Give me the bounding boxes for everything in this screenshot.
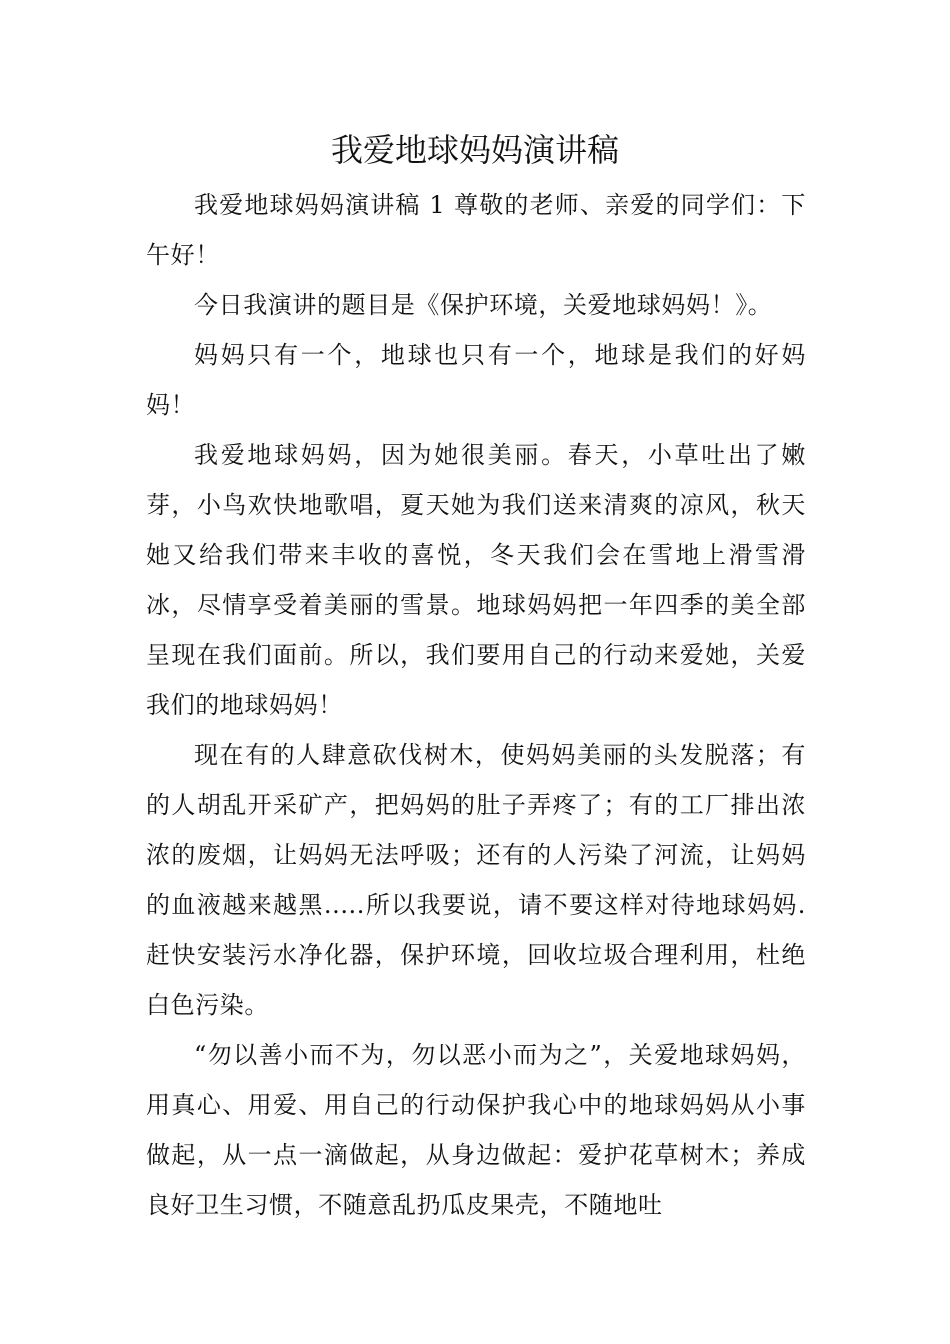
paragraph-action: “勿以善小而不为，勿以恶小而为之”，关爱地球妈妈，用真心、用爱、用自己的行动保护我心中的地球妈妈从小事做起，从一点一滴做起，从身边做起：爱护花草树木；养成良好卫生习惯，不随意乱扔瓜皮果壳，不随地吐 bbox=[146, 1041, 806, 1219]
paragraph-beauty: 我爱地球妈妈，因为她很美丽。春天，小草吐出了嫩芽，小鸟欢快地歌唱，夏天她为我们送来清爽的凉风，秋天她又给我们带来丰收的喜悦，冬天我们会在雪地上滑雪滑冰，尽情享受着美丽的雪景。地球妈妈把一年四季的美全部呈现在我们面前。所以，我们要用自己的行动来爱她，关爱我们的地球妈妈！ bbox=[146, 441, 806, 719]
document-title: 我爱地球妈妈演讲稿 bbox=[330, 131, 619, 169]
paragraph-topic: 今日我演讲的题目是《保护环境，关爱地球妈妈！》。 bbox=[194, 291, 773, 319]
paragraph-only-one-earth: 妈妈只有一个，地球也只有一个，地球是我们的好妈妈！ bbox=[146, 341, 806, 419]
document-body bbox=[146, 180, 806, 1230]
paragraph-damage: 现在有的人肆意砍伐树木，使妈妈美丽的头发脱落；有的人胡乱开采矿产，把妈妈的肚子弄疼了；有的工厂排出浓浓的废烟，让妈妈无法呼吸；还有的人污染了河流，让妈妈的血液越来越黑.....所以我要说，请不要这样对待地球妈妈.赶快安装污水净化器，保护环境，回收垃圾合理利用，杜绝白色污染。 bbox=[146, 741, 806, 1019]
paragraph-greeting: 我爱地球妈妈演讲稿 1 尊敬的老师、亲爱的同学们：下午好！ bbox=[146, 191, 806, 269]
